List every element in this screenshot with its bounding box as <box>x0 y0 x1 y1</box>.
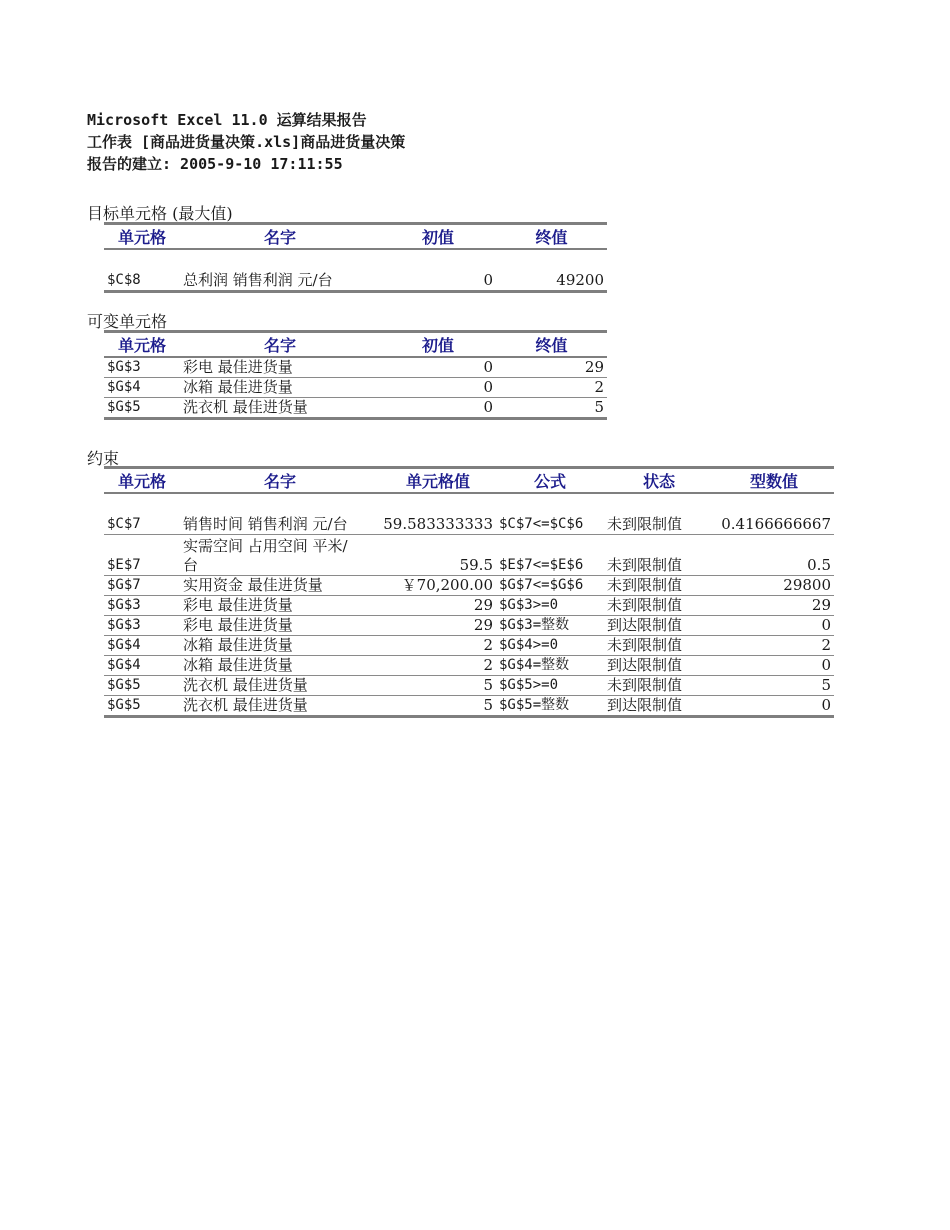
column-header: 单元格 <box>104 224 180 250</box>
slack-value: 0.5 <box>714 535 834 576</box>
cell-ref: $G$5 <box>104 398 180 419</box>
table-row <box>104 576 834 596</box>
final-value: 49200 <box>496 249 607 292</box>
column-header: 单元格值 <box>380 468 496 494</box>
variables-table <box>104 330 607 420</box>
column-header: 公式 <box>496 468 604 494</box>
table-row <box>104 596 834 616</box>
target-section-title: 目标单元格 (最大值) <box>87 204 233 223</box>
status: 未到限制值 <box>604 493 714 535</box>
cell-ref: $G$4 <box>104 378 180 398</box>
status: 到达限制值 <box>604 656 714 676</box>
cell-ref: $G$5 <box>104 696 180 717</box>
formula: $G$4>=0 <box>496 636 604 656</box>
cell-value: 29 <box>380 596 496 616</box>
cell-ref: $G$3 <box>104 357 180 378</box>
initial-value: 0 <box>380 249 496 292</box>
table-row <box>104 378 607 398</box>
cell-ref: $G$4 <box>104 656 180 676</box>
cell-name: 洗衣机 最佳进货量 <box>180 398 380 419</box>
slack-value: 5 <box>714 676 834 696</box>
cell-name: 冰箱 最佳进货量 <box>180 636 380 656</box>
table-row <box>104 249 607 292</box>
cell-ref: $G$4 <box>104 636 180 656</box>
created-timestamp: 报告的建立: 2005-9-10 17:11:55 <box>87 155 343 173</box>
column-header: 终值 <box>496 332 607 358</box>
column-header: 单元格 <box>104 332 180 358</box>
status: 未到限制值 <box>604 576 714 596</box>
cell-name: 销售时间 销售利润 元/台 <box>180 493 380 535</box>
table-row <box>104 676 834 696</box>
initial-value: 0 <box>380 378 496 398</box>
slack-value: 0 <box>714 616 834 636</box>
cell-name: 实需空间 占用空间 平米/台 <box>180 535 380 576</box>
cell-ref: $G$7 <box>104 576 180 596</box>
column-header: 状态 <box>604 468 714 494</box>
table-row <box>104 616 834 636</box>
cell-ref: $C$7 <box>104 493 180 535</box>
constraints-table <box>104 466 834 718</box>
cell-name: 彩电 最佳进货量 <box>180 596 380 616</box>
variables-section-title: 可变单元格 <box>87 312 168 331</box>
table-header-row <box>104 332 607 358</box>
status: 未到限制值 <box>604 535 714 576</box>
column-header: 型数值 <box>714 468 834 494</box>
initial-value: 0 <box>380 357 496 378</box>
slack-value: 2 <box>714 636 834 656</box>
cell-name: 洗衣机 最佳进货量 <box>180 696 380 717</box>
slack-value: 0 <box>714 656 834 676</box>
cell-value: 29 <box>380 616 496 636</box>
cell-name: 冰箱 最佳进货量 <box>180 378 380 398</box>
table-row <box>104 656 834 676</box>
table-row <box>104 493 834 535</box>
column-header: 终值 <box>496 224 607 250</box>
cell-value: 5 <box>380 676 496 696</box>
formula: $G$7<=$G$6 <box>496 576 604 596</box>
status: 未到限制值 <box>604 596 714 616</box>
cell-ref: $C$8 <box>104 249 180 292</box>
slack-value: 0 <box>714 696 834 717</box>
final-value: 5 <box>496 398 607 419</box>
formula: $E$7<=$E$6 <box>496 535 604 576</box>
formula: $G$3>=0 <box>496 596 604 616</box>
cell-name: 冰箱 最佳进货量 <box>180 656 380 676</box>
cell-value: ￥70,200.00 <box>380 576 496 596</box>
column-header: 初值 <box>380 332 496 358</box>
target-table <box>104 222 607 293</box>
cell-value: 59.5 <box>380 535 496 576</box>
final-value: 2 <box>496 378 607 398</box>
table-row <box>104 357 607 378</box>
cell-value: 2 <box>380 656 496 676</box>
column-header: 初值 <box>380 224 496 250</box>
column-header: 单元格 <box>104 468 180 494</box>
formula: $G$5=整数 <box>496 696 604 717</box>
cell-ref: $E$7 <box>104 535 180 576</box>
column-header: 名字 <box>180 468 380 494</box>
status: 未到限制值 <box>604 676 714 696</box>
table-row <box>104 398 607 419</box>
formula: $G$5>=0 <box>496 676 604 696</box>
cell-ref: $G$3 <box>104 616 180 636</box>
table-row <box>104 535 834 576</box>
table-row <box>104 696 834 717</box>
formula: $C$7<=$C$6 <box>496 493 604 535</box>
column-header: 名字 <box>180 332 380 358</box>
cell-ref: $G$3 <box>104 596 180 616</box>
cell-ref: $G$5 <box>104 676 180 696</box>
cell-name: 彩电 最佳进货量 <box>180 357 380 378</box>
cell-name: 彩电 最佳进货量 <box>180 616 380 636</box>
slack-value: 29800 <box>714 576 834 596</box>
formula: $G$3=整数 <box>496 616 604 636</box>
cell-name: 总利润 销售利润 元/台 <box>180 249 380 292</box>
initial-value: 0 <box>380 398 496 419</box>
table-header-row <box>104 224 607 250</box>
worksheet-label: 工作表 [商品进货量决策.xls]商品进货量决策 <box>87 133 406 151</box>
cell-value: 2 <box>380 636 496 656</box>
table-row <box>104 636 834 656</box>
cell-name: 实用资金 最佳进货量 <box>180 576 380 596</box>
column-header: 名字 <box>180 224 380 250</box>
formula: $G$4=整数 <box>496 656 604 676</box>
slack-value: 29 <box>714 596 834 616</box>
final-value: 29 <box>496 357 607 378</box>
status: 到达限制值 <box>604 616 714 636</box>
status: 未到限制值 <box>604 636 714 656</box>
slack-value: 0.4166666667 <box>714 493 834 535</box>
status: 到达限制值 <box>604 696 714 717</box>
table-header-row <box>104 468 834 494</box>
cell-value: 5 <box>380 696 496 717</box>
cell-value: 59.583333333 <box>380 493 496 535</box>
report-title: Microsoft Excel 11.0 运算结果报告 <box>87 111 367 129</box>
cell-name: 洗衣机 最佳进货量 <box>180 676 380 696</box>
constraints-section-title: 约束 <box>87 449 120 468</box>
